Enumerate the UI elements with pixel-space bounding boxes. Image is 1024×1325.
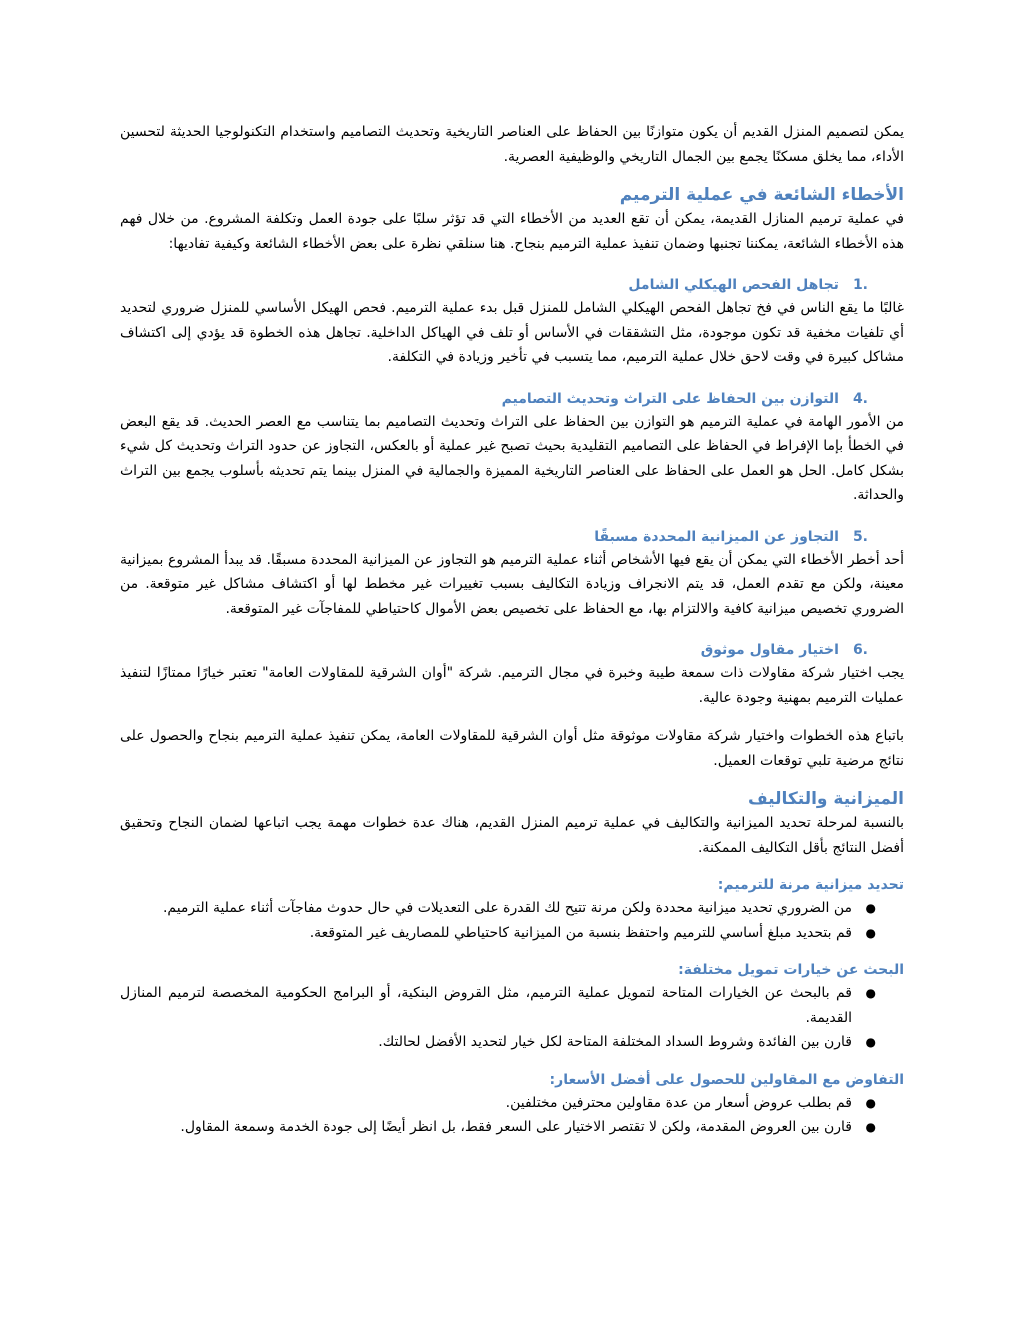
heading-title: اختيار مقاول موثوق — [700, 642, 839, 658]
bullet-list-financing-options — [120, 981, 904, 1055]
list-item: ● من الضروري تحديد ميزانية محددة ولكن مرنة تتيح لك القدرة على التعديلات في حال حدوث مفاجآت أثناء عملية الترميم. — [120, 896, 876, 921]
section-body-mistakes: في عملية ترميم المنازل القديمة، يمكن أن تقع العديد من الأخطاء التي قد تؤثر سلبًا على جودة العمل وتكلفة المشروع. من خلال فهم هذه الأخطاء الشائعة، يمكننا تجنبها وضمان تنفيذ عملية الترميم بنجاح. هنا سنلقي نظرة على بعض الأخطاء الشائعة وكيفية تفاديها: — [120, 211, 904, 252]
heading-title: التجاوز عن الميزانية المحددة مسبقًا — [594, 528, 839, 545]
bullet-icon: ● — [865, 1035, 876, 1049]
list-item: ● قارن بين الفائدة وشروط السداد المختلفة المتاحة لكل خيار لتحديد الأفضل لحالتك. — [120, 1030, 876, 1055]
subheading-flexible-budget: تحديد ميزانية مرنة للترميم: — [717, 877, 904, 893]
subheading-financing-options: البحث عن خيارات تمويل مختلفة: — [678, 962, 904, 978]
numbered-heading-6 — [120, 639, 904, 661]
bullet-icon: ● — [865, 901, 876, 915]
bullet-icon: ● — [865, 986, 876, 1000]
intro-paragraph: يمكن لتصميم المنزل القديم أن يكون متوازنًا بين الحفاظ على العناصر التاريخية وتحديث التصاميم واستخدام التكنولوجيا الحديثة لتحسين الأداء، مما يخلق مسكنًا يجمع بين الجمال التاريخي والوظيفية العصرية. — [120, 124, 904, 165]
closing-paragraph: باتباع هذه الخطوات واختيار شركة مقاولات موثوقة مثل أوان الشرقية للمقاولات العامة، يمكن تنفيذ عملية الترميم بنجاح والحصول على نتائج مرضية تلبي توقعات العميل. — [120, 728, 904, 769]
numbered-heading-4 — [120, 388, 904, 410]
numbered-body-5: أحد أخطر الأخطاء التي يمكن أن يقع فيها الأشخاص أثناء عملية الترميم هو التجاوز عن الميزانية المحددة مسبقًا. قد يبدأ المشروع بميزانية معينة، ولكن مع تقدم العمل، قد يتم الانجراف وزيادة التكاليف بسبب تغييرات غير مخطط لها أو اكتشاف مشاكل غير متوقعة. من الضروري تخصيص ميزانية كافية والالتزام بها، مع الحفاظ على تخصيص بعض الأموال كاحتياطي للمفاجآت غير المتوقعة. — [120, 551, 904, 617]
bullet-list-flexible-budget — [120, 896, 904, 945]
list-item: ● قارن بين العروض المقدمة، ولكن لا تقتصر الاختيار على السعر فقط، بل انظر أيضًا إلى جودة الخدمة وسمعة المقاول. — [120, 1115, 876, 1140]
heading-title: تجاهل الفحص الهيكلي الشامل — [628, 277, 839, 293]
list-item: ● قم بطلب عروض أسعار من عدة مقاولين محترفين مختلفين. — [120, 1091, 876, 1116]
heading-title: التوازن بين الحفاظ على التراث وتحديث التصاميم — [501, 390, 839, 407]
numbered-heading-5 — [120, 526, 904, 548]
list-item: ● قم بتحديد مبلغ أساسي للترميم واحتفظ بنسبة من الميزانية كاحتياطي للمصاريف غير المتوقعة. — [120, 921, 876, 946]
heading-number: 5. — [852, 528, 868, 545]
section-heading-budget: الميزانية والتكاليف — [747, 789, 904, 809]
numbered-body-1: غالبًا ما يقع الناس في فخ تجاهل الفحص الهيكلي الشامل للمنزل قبل بدء عملية الترميم. فحص الهيكل الأساسي للمنزل ضروري لتحديد أي تلفيات مخفية قد تكون موجودة، مثل التشققات في الأساس أو تلف في الهياكل الداخلية. تجاهل هذه الخطوة قد يؤدي إلى اكتشاف مشاكل كبيرة في وقت لاحق خلال عملية الترميم، مما يتسبب في تأخير وزيادة في التكلفة. — [120, 300, 904, 365]
numbered-heading-1 — [120, 274, 904, 296]
heading-number: 4. — [852, 390, 868, 407]
bullet-icon: ● — [865, 1095, 876, 1110]
heading-number: 6. — [852, 642, 868, 658]
section-heading-mistakes: الأخطاء الشائعة في عملية الترميم — [619, 185, 904, 205]
list-item: ● قم بالبحث عن الخيارات المتاحة لتمويل عملية الترميم، مثل القروض البنكية، أو البرامج الحكومية المخصصة لترميم المنازل القديمة. — [120, 981, 876, 1030]
numbered-body-6: يجب اختيار شركة مقاولات ذات سمعة طيبة وخبرة في مجال الترميم. شركة "أوان الشرقية للمقاولات العامة" تعتبر خيارًا ممتازًا لتنفيذ عمليات الترميم بمهنية وجودة عالية. — [120, 665, 904, 706]
bullet-list-negotiate-contractors — [120, 1091, 904, 1140]
section-body-budget: بالنسبة لمرحلة تحديد الميزانية والتكاليف في عملية ترميم المنزل القديم، هناك عدة خطوات مهمة يجب اتباعها لضمان النجاح وتحقيق أفضل النتائج بأقل التكاليف الممكنة. — [120, 815, 904, 856]
heading-number: 1. — [852, 277, 868, 293]
numbered-body-4: من الأمور الهامة في عملية الترميم هو التوازن بين الحفاظ على التراث وتحديث التصاميم بما يتناسب مع العصر الحديث. قد يقع البعض في الخطأ بإما الإفراط في الحفاظ على التصاميم التقليدية بحيث تصبح غير عملية أو بالعكس، التجاوز عن حدود التراث وتحديث كل شيء بشكل كامل. الحل هو العمل على الحفاظ على العناصر التاريخية المميزة والجمالية في المنزل بينما يتم تحديثه بأسلوب يجمع بين التراث والحداثة. — [120, 413, 904, 503]
bullet-icon: ● — [865, 925, 876, 940]
subheading-negotiate-contractors: التفاوض مع المقاولين للحصول على أفضل الأسعار: — [549, 1071, 904, 1088]
bullet-icon: ● — [865, 1120, 876, 1134]
